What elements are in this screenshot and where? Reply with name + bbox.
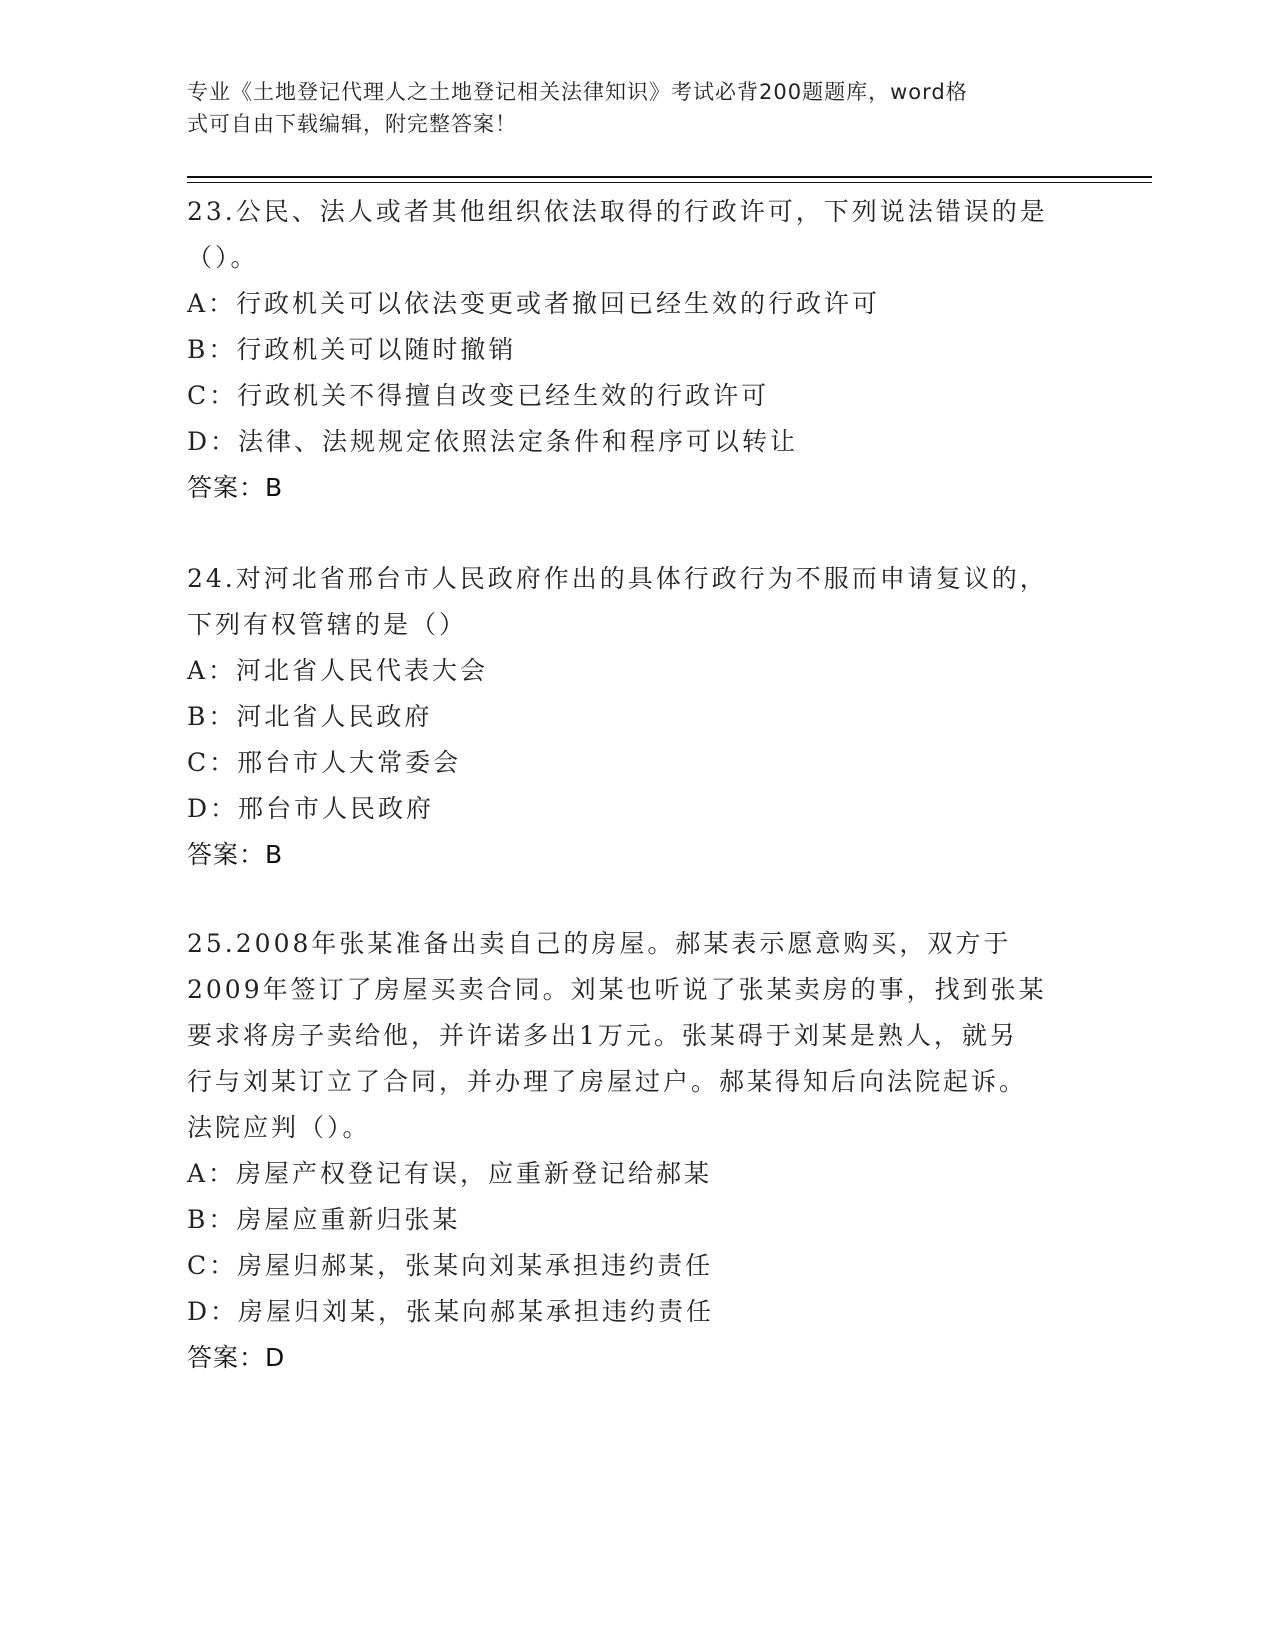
option-c: C：房屋归郝某，张某向刘某承担违约责任 — [187, 1251, 714, 1280]
answer-line: 答案：B — [187, 840, 284, 869]
option-b: B：河北省人民政府 — [187, 702, 433, 731]
option-b: B：行政机关可以随时撤销 — [187, 335, 517, 364]
question-stem-line: 下列有权管辖的是（） — [187, 610, 468, 639]
option-a: A：河北省人民代表大会 — [187, 656, 489, 685]
question-24 — [187, 556, 1087, 878]
option-a: A：房屋产权登记有误，应重新登记给郝某 — [187, 1159, 713, 1188]
document-header — [187, 76, 1067, 140]
question-stem-line: 23.公民、法人或者其他组织依法取得的行政许可，下列说法错误的是 — [187, 197, 1048, 226]
question-stem-line: 要求将房子卖给他，并许诺多出1万元。张某碍于刘某是熟人，就另 — [187, 1021, 1018, 1050]
question-stem-line: 25.2008年张某准备出卖自己的房屋。郝某表示愿意购买，双方于 — [187, 929, 1012, 958]
option-d: D：邢台市人民政府 — [187, 794, 435, 823]
option-c: C：行政机关不得擅自改变已经生效的行政许可 — [187, 381, 770, 410]
header-line-2: 式可自由下载编辑，附完整答案！ — [187, 112, 517, 136]
answer-line: 答案：B — [187, 473, 284, 502]
question-stem-line: 法院应判（）。 — [187, 1113, 371, 1142]
header-divider-thick — [187, 176, 1152, 178]
question-stem-line: 2009年签订了房屋买卖合同。刘某也听说了张某卖房的事，找到张某 — [187, 975, 1047, 1004]
question-stem-line: （）。 — [187, 243, 259, 272]
answer-line: 答案：D — [187, 1343, 286, 1372]
question-stem-line: 行与刘某订立了合同，并办理了房屋过户。郝某得知后向法院起诉。 — [187, 1067, 1028, 1096]
header-line-1: 专业《土地登记代理人之土地登记相关法律知识》考试必背200题题库，word格 — [187, 80, 968, 104]
option-d: D：房屋归刘某，张某向郝某承担违约责任 — [187, 1297, 715, 1326]
option-b: B：房屋应重新归张某 — [187, 1205, 461, 1234]
question-stem-line: 24.对河北省邢台市人民政府作出的具体行政行为不服而申请复议的， — [187, 564, 1048, 593]
question-23 — [187, 189, 1087, 511]
option-a: A：行政机关可以依法变更或者撤回已经生效的行政许可 — [187, 289, 881, 318]
question-25 — [187, 921, 1087, 1381]
header-divider-thin — [187, 182, 1152, 183]
option-c: C：邢台市人大常委会 — [187, 748, 462, 777]
option-d: D：法律、法规规定依照法定条件和程序可以转让 — [187, 427, 799, 456]
